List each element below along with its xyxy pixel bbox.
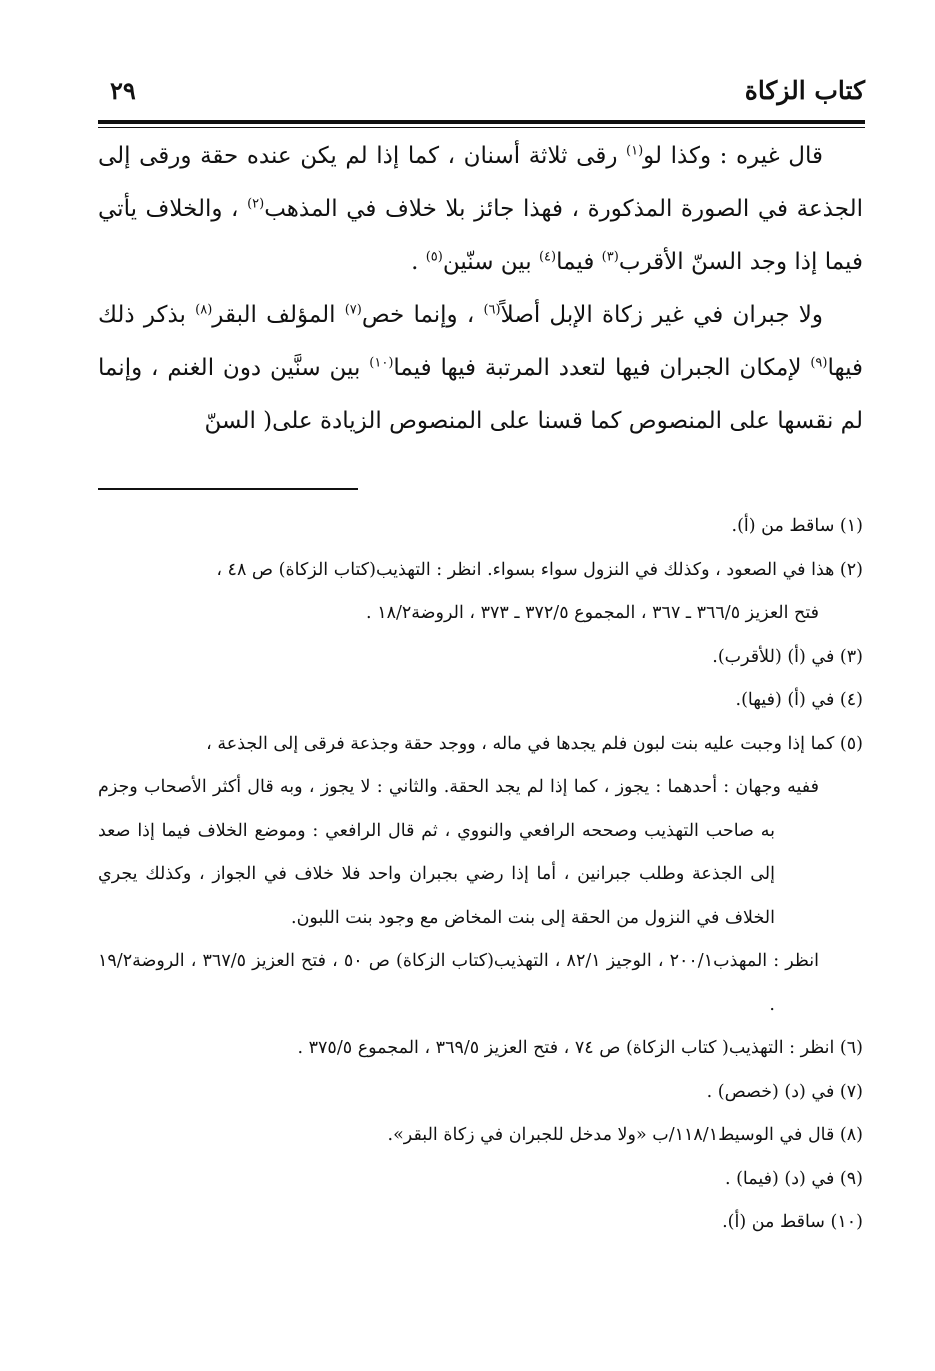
footnote-4: (٤) في (أ) (فيها).	[735, 690, 863, 710]
footnote-ref: (٧)	[344, 302, 362, 318]
text-run: ، وإنما خص	[361, 302, 484, 328]
footnotes	[98, 505, 863, 1245]
footnote-1: (١) ساقط من (أ).	[731, 516, 863, 536]
text-run: قال غيره : وكذا لو	[643, 143, 823, 169]
footnote-9: (٩) في (د) (فيما) .	[724, 1168, 863, 1189]
paragraph	[98, 130, 863, 289]
paragraph	[98, 289, 863, 448]
text-run: رقى ثلاثة أسنان ، كما إذا لم يكن عنده حقة ورقى إلى الجذعة في الصورة المذكورة ، فهذا جائز بلا خلاف في المذهب	[98, 143, 863, 222]
footnote-ref: (٥)	[425, 249, 443, 265]
book-title: كتاب الزكاة	[744, 76, 865, 105]
footnote-6: (٦) انظر : التهذيب( كتاب الزكاة) ص ٧٤ ، فتح العزيز ٣٦٩/٥ ، المجموع ٣٧٥/٥ .	[297, 1038, 863, 1058]
footnote-ref: (٢)	[247, 196, 265, 212]
footnote-2-cont: فتح العزيز ٣٦٦/٥ ـ ٣٦٧ ، المجموع ٣٧٢/٥ ـ ٣٧٣ ، الروضة١٨/٢ .	[366, 603, 819, 623]
text-run: ولا جبران في غير زكاة الإبل أصلاً	[500, 302, 823, 328]
footnote-ref: (١)	[626, 143, 644, 159]
footnote-5: (٥) كما إذا وجبت عليه بنت لبون فلم يجدها في ماله ، ووجد حقة وجذعة فرقى إلى الجذعة ،	[206, 733, 863, 754]
page-header	[98, 72, 865, 116]
text-run: بين سنّين	[442, 249, 539, 275]
page-number: ٢٩	[110, 76, 136, 105]
text-run: ، والخلاف يأتي فيما إذا وجد السنّ الأقرب	[98, 196, 863, 275]
text-run: لإمكان الجبران فيها لتعدد المرتبة فيها فيما	[393, 355, 811, 381]
footnote-separator	[98, 488, 358, 490]
footnote-ref: (٨)	[195, 302, 213, 318]
text-run: .	[411, 249, 426, 275]
text-run: بين سنَّين دون الغنم ، وإنما لم نقسها على المنصوص كما قسنا على المنصوص الزيادة على( السنّ	[98, 355, 863, 434]
header-rule-thick	[98, 120, 865, 124]
footnote-5-refs: انظر : المهذب٢٠٠/١ ، الوجيز ٨٢/١ ، التهذيب(كتاب الزكاة) ص ٥٠ ، فتح العزيز ٣٦٧/٥ ، الروضة١٩/٢ .	[98, 951, 819, 1015]
footnote-10: (١٠) ساقط من (أ).	[722, 1212, 863, 1232]
footnote-ref: (٤)	[538, 249, 557, 265]
text-run: فيما	[556, 249, 602, 275]
footnote-ref: (٦)	[483, 302, 501, 318]
header-rule-thin	[98, 127, 865, 128]
footnote-2: (٢) هذا في الصعود ، وكذلك في النزول سواء بسواء. انظر : التهذيب(كتاب الزكاة) ص ٤٨ ،	[216, 559, 863, 580]
footnote-3: (٣) في (أ) (للأقرب).	[712, 646, 863, 667]
footnote-ref: (٩)	[810, 355, 828, 371]
footnote-8: (٨) قال في الوسيط١١٨/١/ب «ولا مدخل للجبران في زكاة البقر».	[387, 1125, 863, 1145]
footnote-ref: (١٠)	[369, 355, 394, 371]
text-run: بذكر ذلك فيها	[98, 302, 864, 381]
footnote-7: (٧) في (د) (خصص) .	[706, 1081, 863, 1102]
footnote-5-cont: ففيه وجهان : أحدهما : يجوز ، كما إذا لم يجد الحقة. والثاني : لا يجوز ، وبه قال أكثر الأصحاب وجزم به صاحب التهذيب وصححه الرافعي والنووي ، ثم قال الرافعي : وموضع الخلاف فيما إذا صعد إلى الجذعة وطلب جبرانين ، أما إذا رضي بجبران واحد فلا خلاف في الجواز ، وكذلك يجري الخلاف في النزول من الحقة إلى بنت المخاض مع وجود بنت اللبون.	[98, 777, 819, 928]
footnote-ref: (٣)	[601, 249, 619, 265]
main-text	[98, 130, 863, 448]
text-run: المؤلف البقر	[212, 302, 345, 328]
